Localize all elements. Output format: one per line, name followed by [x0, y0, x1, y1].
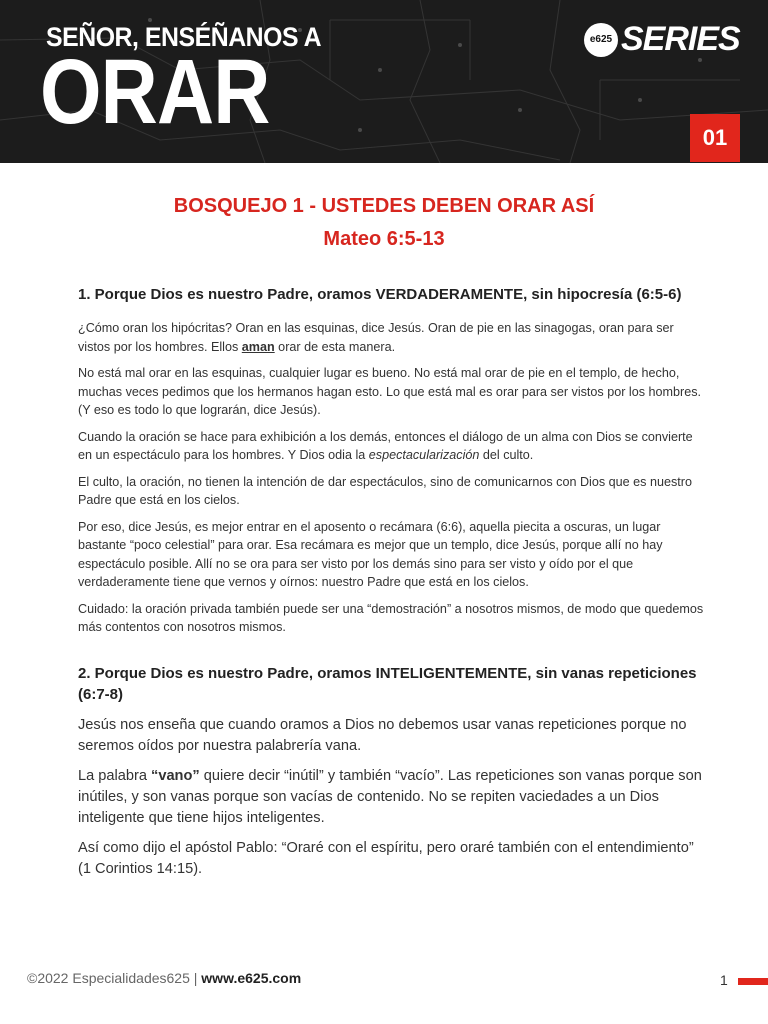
page-number: 1: [720, 972, 728, 988]
paragraph: Cuando la oración se hace para exhibición a los demás, entonces el diálogo de un alma con Dios se convierte en un espectáculo para los hombres. Y Dios odia la espectacularización del culto.: [78, 429, 693, 462]
paragraph: Jesús nos enseña que cuando oramos a Dios no debemos usar vanas repeticiones porque no seremos oídos por nuestra palabrería vana.: [78, 716, 687, 754]
header-banner: [0, 0, 768, 163]
series-logo-text: SERIES: [621, 20, 740, 58]
paragraph: El culto, la oración, no tienen la intención de dar espectáculos, sino de comunicarnos con Dios que es nuestro Padre que está en los cielos.: [78, 474, 692, 507]
document-title: BOSQUEJO 1 - USTEDES DEBEN ORAR ASÍ: [173, 195, 595, 217]
series-supertitle: SEÑOR, ENSÉÑANOS A: [46, 22, 322, 52]
section-2: [78, 663, 708, 880]
paragraph: Cuidado: la oración privada también puede ser una “demostración” a nosotros mismos, de modo que quedemos más contentos con nosotros mismos.: [78, 601, 704, 634]
website-link[interactable]: www.e625.com: [201, 970, 302, 986]
paragraph: No está mal orar en las esquinas, cualquier lugar es bueno. No está mal orar de pie en el templo, de hecho, muchas veces pedimos que los hermanos hagan esto. Lo que está mal es orar para ser vistos por los hombres. (Y eso es todo lo que lograrán, dice Jesús).: [78, 366, 702, 417]
document-body: [78, 284, 708, 889]
episode-badge: 01: [690, 114, 740, 162]
e625-series-logo: [584, 20, 740, 59]
section-2-heading: 2. Porque Dios es nuestro Padre, oramos INTELIGENTEMENTE, sin vanas repeticiones (6:7-8): [78, 664, 697, 703]
footer-copyright: ©2022 Especialidades625 | www.e625.com: [27, 970, 302, 986]
footer-accent-bar: [738, 978, 768, 985]
paragraph: La palabra “vano” quiere decir “inútil” y también “vacío”. Las repeticiones son vanas porque son inútiles, y son vanas porque son vacías de contenido. No se repiten vaciedades a un Dios inteligente que tiene hijos inteligentes.: [78, 767, 702, 826]
paragraph: Por eso, dice Jesús, es mejor entrar en el aposento o recámara (6:6), aquella piecita a oscuras, un lugar bastante “poco celestial” para orar. Esa recámara es mejor que un templo, dice Jesús, porque allí no hay espectáculo posible. Allí no se ora para ser visto por los demás sino para ser visto y oído por el que verdaderamente tiene que vernos y oírnos: nuestro Padre que está en los cielos.: [78, 519, 663, 589]
paragraph: ¿Cómo oran los hipócritas? Oran en las esquinas, dice Jesús. Oran de pie en las sinagogas, oran para ser vistos por los hombres. Ellos aman orar de esta manera.: [78, 321, 674, 354]
italic-word: espectacularización: [368, 448, 480, 462]
e625-badge: e625: [584, 23, 618, 57]
paragraph: Así como dijo el apóstol Pablo: “Oraré con el espíritu, pero oraré también con el entendimiento” (1 Corintios 14:15).: [78, 839, 694, 877]
section-1-heading: 1. Porque Dios es nuestro Padre, oramos VERDADERAMENTE, sin hipocresía (6:5-6): [78, 286, 682, 303]
scripture-reference: Mateo 6:5-13: [323, 228, 445, 250]
bold-word: “vano”: [151, 767, 200, 784]
underlined-word: aman: [241, 339, 275, 354]
series-title: ORAR: [40, 41, 270, 143]
